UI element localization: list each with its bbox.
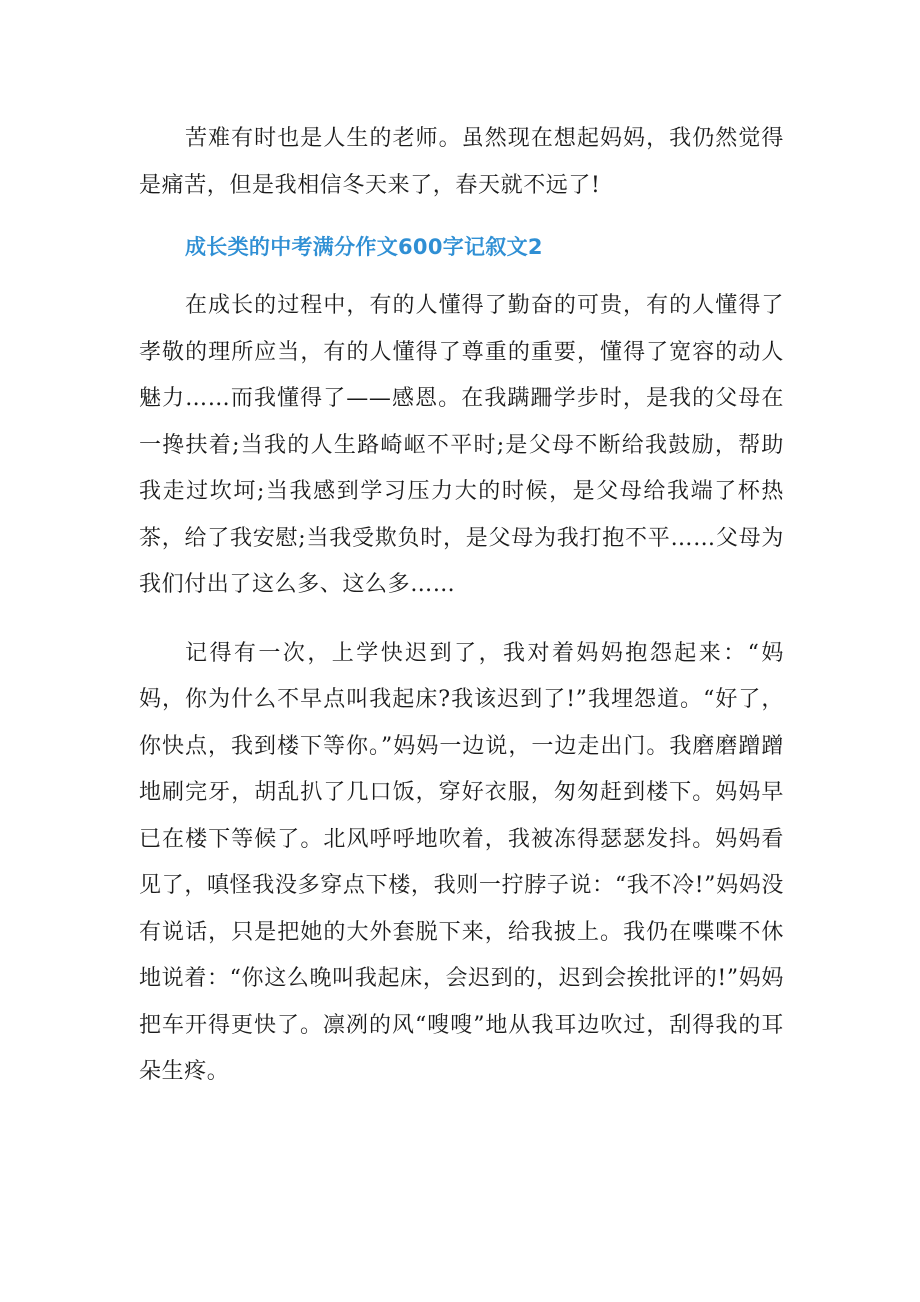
paragraph-3: 记得有一次，上学快迟到了，我对着妈妈抱怨起来：“妈妈，你为什么不早点叫我起床?我该迟到了!”我埋怨道。“好了，你快点，我到楼下等你。”妈妈一边说，一边走出门。我磨磨蹭蹭地刷完牙，胡乱扒了几口饭，穿好衣服，匆匆赶到楼下。妈妈早已在楼下等候了。北风呼呼地吹着，我被冻得瑟瑟发抖。妈妈看见了，嗔怪我没多穿点下楼，我则一拧脖子说：“我不冷!”妈妈没有说话，只是把她的大外套脱下来，给我披上。我仍在喋喋不休地说着：“你这么晚叫我起床，会迟到的，迟到会挨批评的!”妈妈把车开得更快了。凛冽的风“嗖嗖”地从我耳边吹过，刮得我的耳朵生疼。 [139, 640, 784, 1084]
paragraph-2: 在成长的过程中，有的人懂得了勤奋的可贵，有的人懂得了孝敬的理所应当，有的人懂得了尊重的重要，懂得了宽容的动人魅力……而我懂得了——感恩。在我蹒跚学步时，是我的父母在一搀扶着;当我的人生路崎岖不平时;是父母不断给我鼓励，帮助我走过坎坷;当我感到学习压力大的时候，是父母给我端了杯热茶，给了我安慰;当我受欺负时，是父母为我打抱不平……父母为我们付出了这么多、这么多…… [139, 293, 784, 597]
paragraph-1: 苦难有时也是人生的老师。虽然现在想起妈妈，我仍然觉得是痛苦，但是我相信冬天来了，春天就不远了! [139, 126, 784, 198]
document-page [139, 116, 784, 1096]
section-heading: 成长类的中考满分作文600字记叙文2 [185, 235, 543, 259]
